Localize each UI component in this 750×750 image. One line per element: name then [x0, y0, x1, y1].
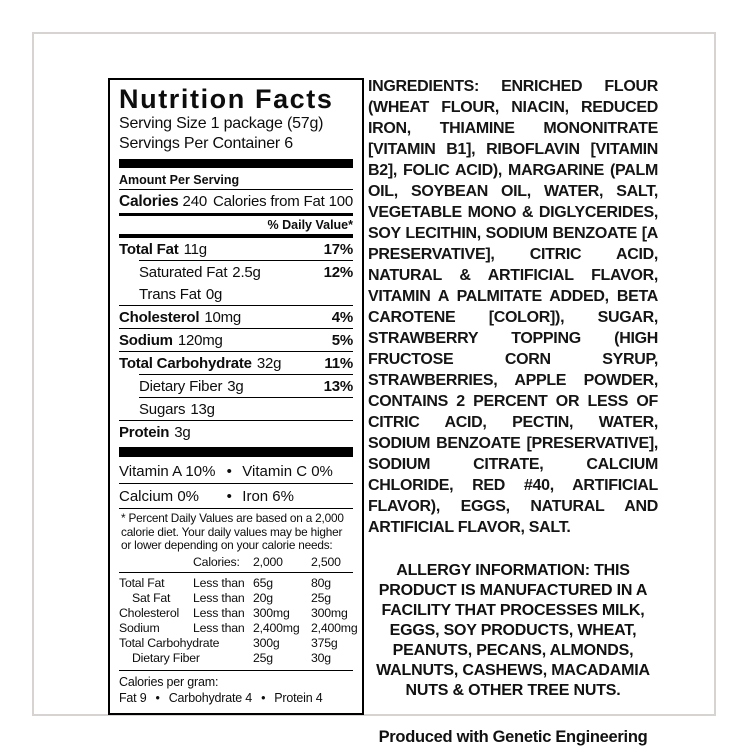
bullet: • [261, 690, 266, 705]
allergy-information: ALLERGY INFORMATION: THIS PRODUCT IS MANUFACTURED IN A FACILITY THAT PROCESSES MILK, EGGS, SOY PRODUCTS, WHEAT, PEANUTS, PECANS, ALMONDS, WALNUTS, CASHEWS, MACADAMIA NUTS & OTHER TREE NUTS. [376, 562, 650, 699]
nutrient-row-cholesterol: Cholesterol 10mg 4% [119, 308, 353, 326]
ingredients-text: INGREDIENTS: ENRICHED FLOUR (WHEAT FLOUR, NIACIN, REDUCED IRON, THIAMINE MONONITRATE [VITAMIN B1], RIBOFLAVIN [VITAMIN B2], FOLIC ACID), MARGARINE (PALM OIL, SOYBEAN OIL, WATER, SALT, VEGETABLE MONO & DIGLYCERIDES, SOY LECITHIN, SODIUM BENZOATE [A PRESERVATIVE], CITRIC ACID, NATURAL & ARTIFICIAL FLAVOR, VITAMIN A PALMITATE ADDED, BETA CAROTENE [COLOR]), SUGAR, STRAWBERRY TOPPING (HIGH FRUCTOSE CORN SYRUP, STRAWBERRIES, APPLE POWDER, CONTAINS 2 PERCENT OR LESS OF CITRIC ACID, PECTIN, WATER, SODIUM BENZOATE [PRESERVATIVE], SODIUM CITRATE, CALCIUM CHLORIDE, RED #40, ARTIFICIAL FLAVOR), EGGS, NATURAL AND ARTIFICIAL FLAVOR, SALT. [368, 78, 658, 536]
nutrient-row-trans-fat: Trans Fat 0g [139, 285, 223, 303]
nutrient-row-dietary-fiber: Dietary Fiber 3g 13% [139, 377, 353, 395]
ingredients-panel [368, 76, 658, 747]
calories-per-gram-values: Fat 9 • Carbohydrate 4 • Protein 4 [119, 690, 323, 705]
reference-table-header: Calories: 2,000 2,500 [119, 554, 353, 573]
reference-row-total-fat: Total Fat Less than 65g 80g [119, 575, 331, 590]
reference-row-total-carbohydrate: Total Carbohydrate 300g 375g [119, 635, 338, 650]
nutrient-row-sugars: Sugars 13g [139, 400, 215, 418]
servings-per-container: Servings Per Container 6 [119, 135, 293, 153]
amount-per-serving-label: Amount Per Serving [119, 171, 353, 190]
product-label-card [32, 32, 716, 746]
calories-per-gram-label: Calories per gram: [119, 674, 219, 689]
reference-row-sat-fat: Sat Fat Less than 20g 25g [132, 590, 331, 605]
nutrition-facts-panel [108, 78, 364, 715]
calories-value [119, 193, 207, 211]
reference-row-cholesterol: Cholesterol Less than 300mg 300mg [119, 605, 348, 620]
genetic-engineering-disclosure: Produced with Genetic Engineering [378, 728, 648, 746]
nutrient-row-saturated-fat: Saturated Fat 2.5g 12% [139, 263, 353, 281]
nutrient-row-total-fat: Total Fat 11g 17% [119, 240, 353, 258]
nutrition-facts-title: Nutrition Facts [119, 84, 334, 114]
reference-row-sodium: Sodium Less than 2,400mg 2,400mg [119, 620, 358, 635]
micronutrient-row-minerals: Calcium 0% • Iron 6% [119, 487, 294, 505]
bullet: • [226, 462, 232, 480]
nutrient-row-total-carbohydrate: Total Carbohydrate 32g 11% [119, 354, 353, 372]
calories-from-fat: Calories from Fat 100 [212, 193, 353, 211]
reference-table [119, 573, 358, 671]
serving-size: Serving Size 1 package (57g) [119, 115, 324, 133]
bullet: • [155, 690, 160, 705]
divider-thick-bar [119, 447, 353, 457]
calories-amount: 240 [182, 193, 207, 211]
calories-per-gram [119, 671, 353, 706]
nutrient-row-sodium: Sodium 120mg 5% [119, 331, 353, 349]
calories-row [119, 190, 353, 216]
calories-label: Calories [119, 193, 179, 211]
daily-value-footnote: * Percent Daily Values are based on a 2,000 calorie diet. Your daily values may be higher or lower depending on your calorie needs: [121, 511, 344, 553]
bullet: • [226, 487, 232, 505]
micronutrient-row-vitamins: Vitamin A 10% • Vitamin C 0% [119, 462, 333, 480]
reference-row-dietary-fiber: Dietary Fiber 25g 30g [132, 650, 331, 665]
nutrient-row-protein: Protein 3g [119, 423, 191, 441]
daily-value-header: % Daily Value* [119, 216, 353, 238]
divider-thick-bar [119, 159, 353, 168]
